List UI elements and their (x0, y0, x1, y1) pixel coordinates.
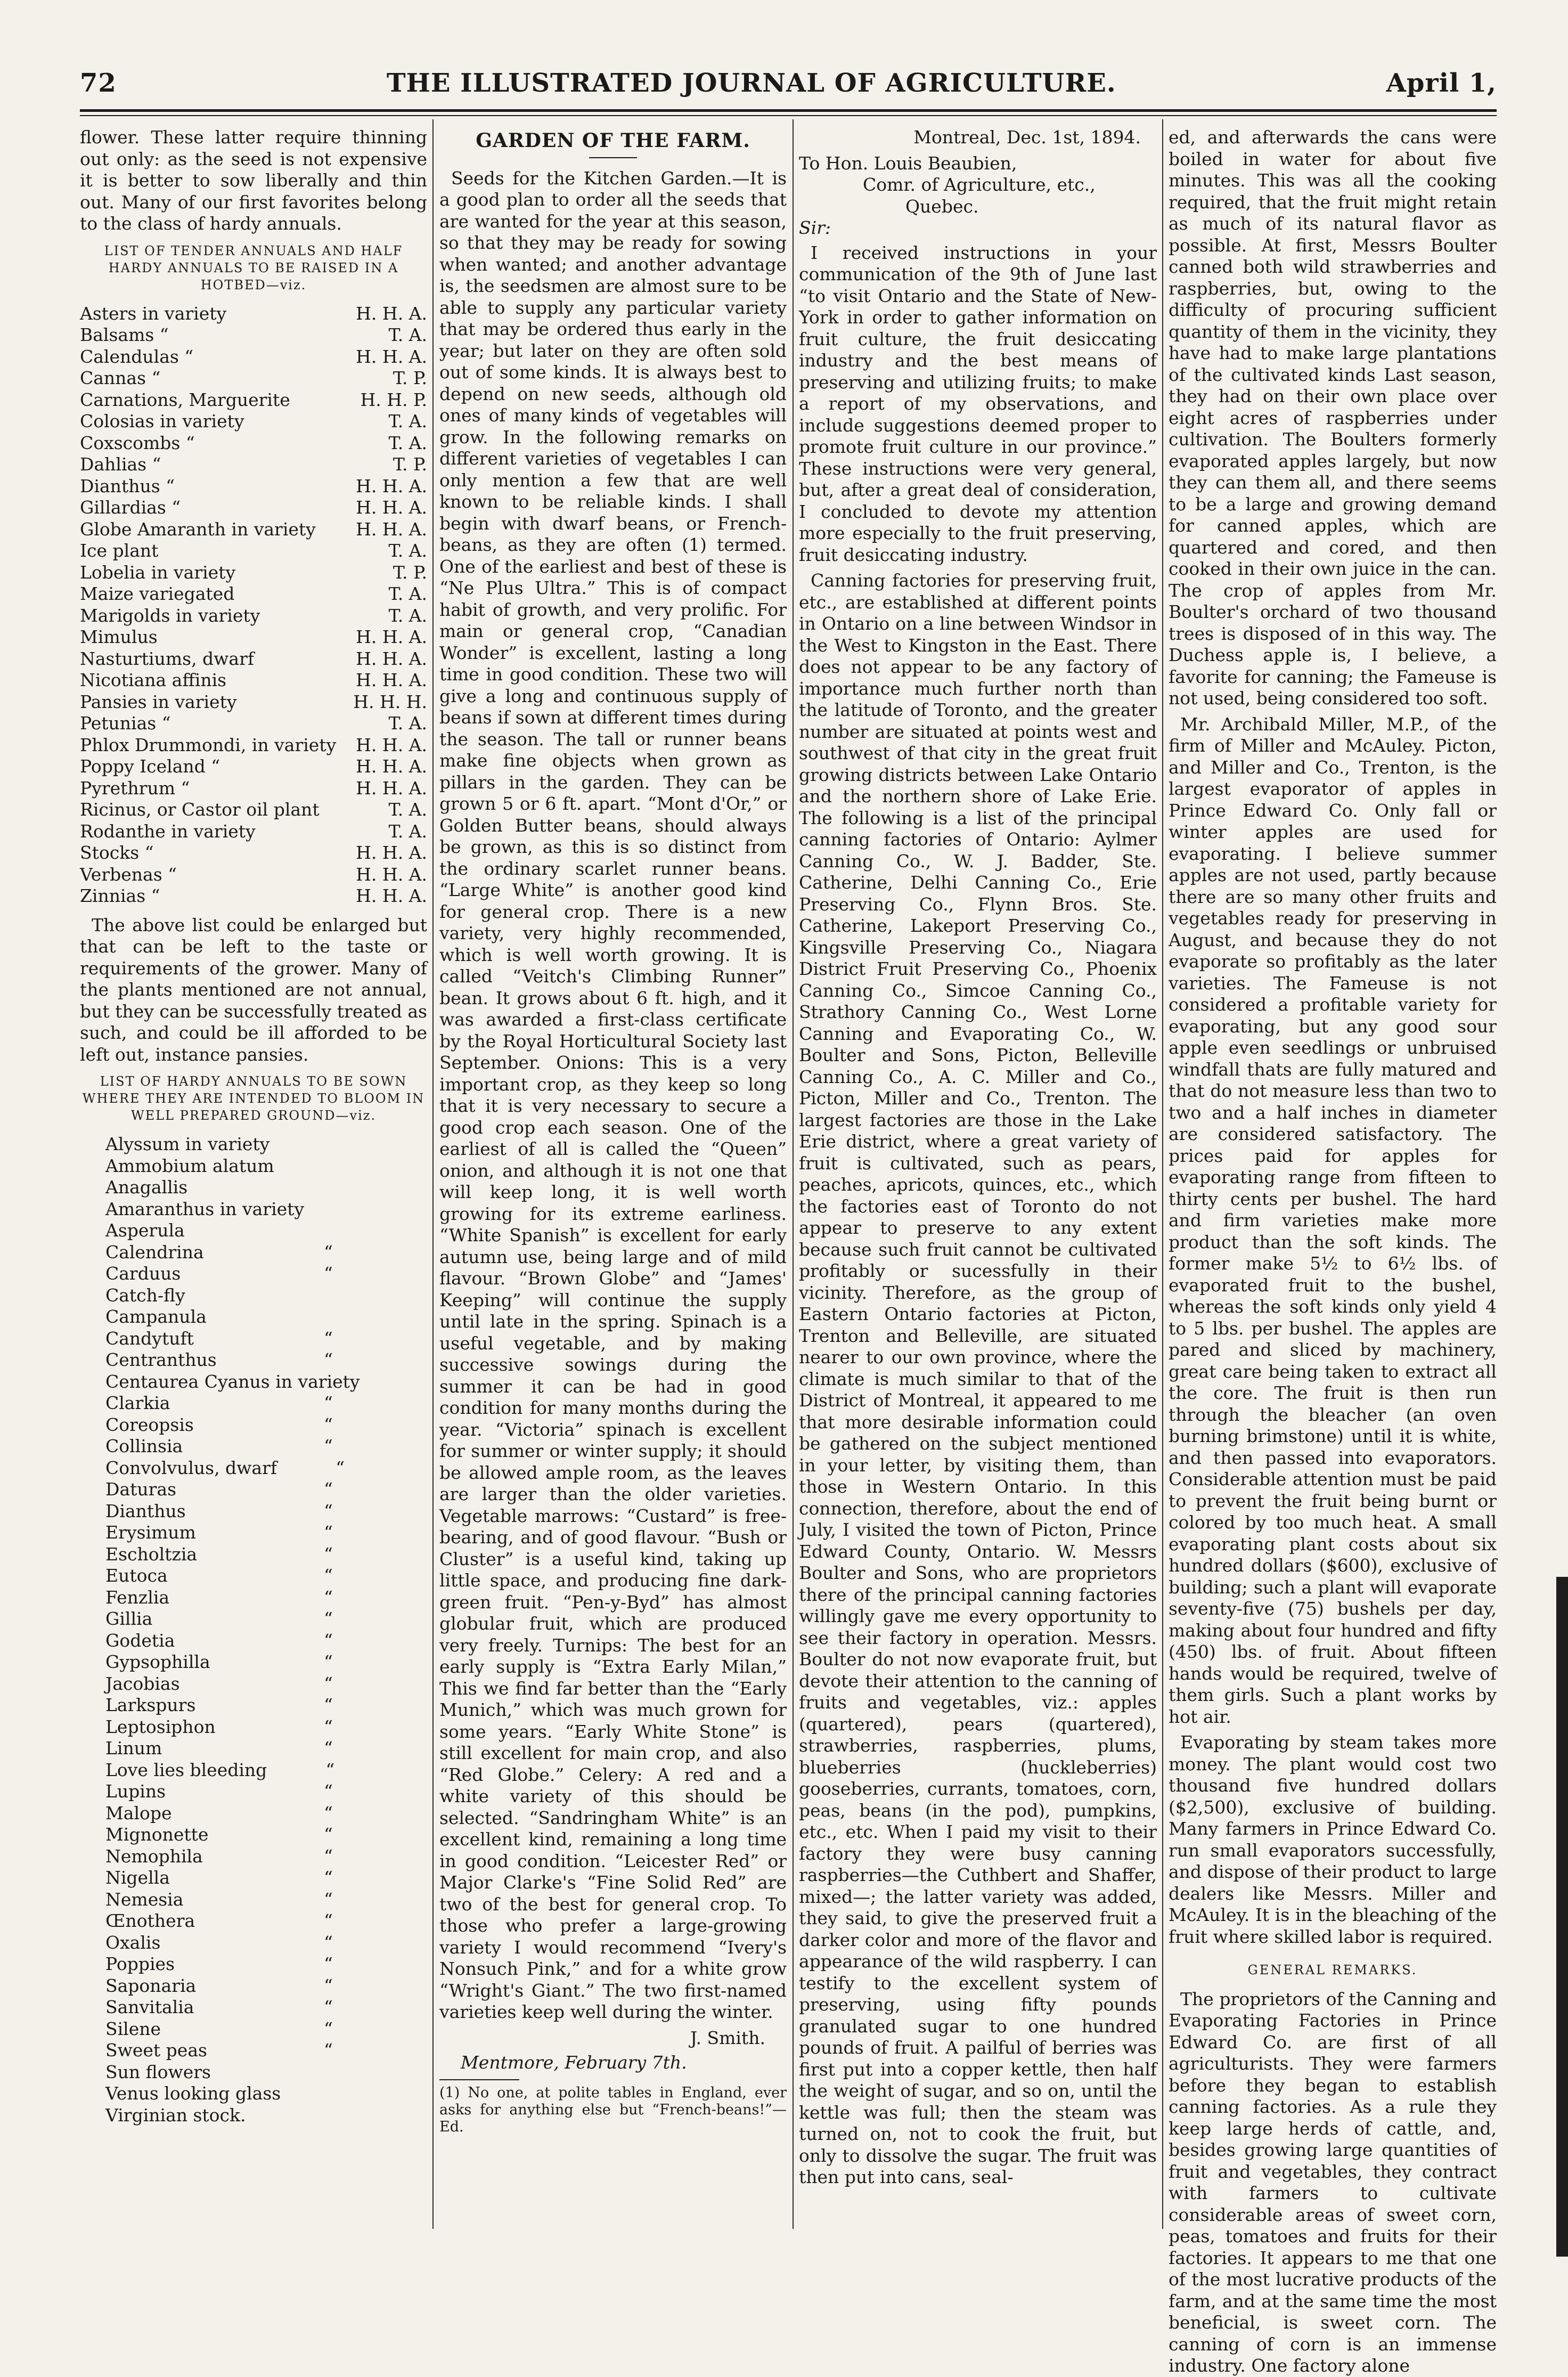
hardy-annual-item (105, 2062, 427, 2083)
plant-name: Colosias in variety (80, 411, 244, 432)
tender-annual-row (80, 605, 427, 627)
ditto-mark: “ (324, 1932, 333, 1953)
letter-salutation: Sir: (799, 217, 831, 238)
hardy-annual-item (105, 1371, 427, 1393)
ditto-mark: “ (324, 1414, 333, 1435)
hardy-annual-item (105, 1695, 427, 1716)
hardy-annual-item (105, 1544, 427, 1566)
plant-name: Nigella (105, 1867, 170, 1888)
column-divider-3 (1162, 119, 1163, 2229)
plant-name: Fenzlia (105, 1586, 170, 1608)
plant-name: Jacobias (105, 1673, 180, 1694)
plant-code: H. H. P. (360, 389, 427, 410)
report-paragraph-4: The proprietors of the Canning and Evaporating Factories in Prince Edward Co. are first of all agriculturists. They were farmers before they began to establish canning factories. As a rule they keep large herds of cattle, and, besides growing large quantities of fruit and vegetables, they contract with farmers to cultivate considerable areas of sweet corn, peas, tomatoes and fruits for their factories. It appears to me that one of the most lucrative products of the farm, and at the same time the most beneficial, is sweet corn. The canning of corn is an immense industry. One factory alone (1169, 1988, 1497, 2376)
plant-name: Calendrina (105, 1241, 204, 1263)
hardy-annual-item (105, 1328, 427, 1350)
plant-name: Ammobium alatum (105, 1155, 274, 1176)
hardy-annual-item (105, 1414, 427, 1436)
letter-paragraph-2: Canning factories for preserving fruit, etc., are established at different points in Ontario on a line between Windsor in the West to Kingston in the East. There does not appear to be any factory of importance much further north than the latitude of Toronto, and the greater number are situated at points west and southwest of that city in the great fruit growing districts between Lake Ontario and the northern shore of Lake Erie. The following is a list of the principal canning factories of Ontario: Aylmer Canning Co., W. J. Badder, Ste. Catherine, Delhi Canning Co., Erie Preserving Co., Flynn Bros. Ste. Catherine, Lakeport Preserving Co., Kingsville Preserving Co., Niagara District Fruit Preserving Co., Phoenix Canning Co., Simcoe Canning Co., Strathory Canning Co., West Lorne Canning and Evaporating Co., W. Boulter and Sons, Picton, Belleville Canning Co., A. C. Miller and Co., Picton, Miller and Co., Trenton. The largest factories are those in the Lake Erie district, where a great variety of fruit is cultivated, such as pears, peaches, apricots, quinces, etc., which the factories east of Toronto do not appear to preserve to any extent because such fruit cannot be cultivated profitably or sucessfully in their vicinity. Therefore, as the group of Eastern Ontario factories at Picton, Trenton and Belleville, are situated nearer to our own province, where the climate is much similar to that of the District of Montreal, it appeared to me that more desirable information could be gathered on the subject mentioned in your letter, by visiting them, than those in Western Ontario. In this connection, therefore, about the end of July, I visited the town of Picton, Prince Edward County, Ontario. W. Messrs Boulter and Sons, who are proprietors there of the principal canning factories willingly gave me every opportunity to see their factory in operation. Messrs. Boulter do not now evaporate fruit, but devote their attention to the canning of fruits and vegetables, viz.: apples (quartered), pears (quartered), strawberries, raspberries, plums, blueberries (huckleberries) gooseberries, currants, tomatoes, corn, peas, beans (in the pod), pumpkins, etc., etc. When I paid my visit to their factory they were busy canning raspberries—the Cuthbert and Shaffer, mixed—; the latter variety was added, they said, to give the preserved fruit a darker color and more of the flavor and appearance of the wild raspberry. I can testify to the excellent system of preserving, using fifty pounds granulated sugar to one hundred pounds of fruit. A pailful of berries was first put into a copper kettle, then half the weight of sugar, and so on, until the kettle was full; then the steam was turned on, not to cook the fruit, but only to dissolve the sugar. The fruit was then put into cans, seal- (799, 570, 1157, 2187)
scan-edge-shadow (1556, 1577, 1568, 2257)
ditto-mark: “ (324, 1888, 333, 1910)
plant-name: Daturas (105, 1479, 177, 1500)
hardy-annual-item (105, 1910, 427, 1932)
tender-annual-row (80, 756, 427, 778)
hardy-annual-item (105, 1608, 427, 1630)
hardy-annual-item (105, 1393, 427, 1414)
garden-section-title: GARDEN OF THE FARM. (476, 129, 750, 152)
plant-name: Asters in variety (80, 303, 227, 324)
hardy-annual-item (105, 1630, 427, 1652)
tender-annual-row (80, 368, 427, 389)
letter-recipient: To Hon. Louis Beaubien, (799, 152, 1017, 174)
plant-code: T. A. (388, 583, 427, 604)
plant-code: T. P. (393, 561, 427, 583)
plant-name: Amaranthus in variety (105, 1198, 305, 1219)
plant-name: Cannas “ (80, 368, 161, 388)
plant-code: H. H. A. (356, 518, 427, 540)
ditto-mark: “ (324, 1997, 333, 2017)
recipient-place: Quebec. (905, 196, 979, 217)
recipient-title: Comr. of Agriculture, etc., (863, 174, 1096, 195)
plant-name: Virginian stock. (105, 2104, 246, 2126)
plant-name: Stocks “ (80, 842, 154, 863)
plant-name: Zinnias “ (80, 885, 160, 906)
plant-code: H. H. A. (356, 303, 427, 324)
report-paragraph-3: Evaporating by steam takes more money. The plant would cost two thousand five hundred dollars ($2,500), exclusive of building. Many farmers in Prince Edward Co. run small evaporators successfully, and dispose of their product to large dealers like Messrs. Miller and McAuley. It is in the bleaching of the fruit where skilled labor is required. (1169, 1732, 1497, 1947)
article-place-date: Mentmore, February 7th. (461, 2052, 687, 2073)
tender-annuals-heading: LIST OF TENDER ANNUALS AND HALF HARDY ANNUALS TO BE RAISED IN A HOTBED—viz. (104, 243, 403, 292)
plant-code: H. H. A. (356, 648, 427, 669)
column-2 (439, 127, 787, 2242)
plant-code: T. A. (388, 432, 427, 453)
plant-name: Gypsophilla (105, 1651, 210, 1672)
ditto-mark: “ (324, 2018, 333, 2039)
plant-name: Poppy Iceland “ (80, 756, 220, 777)
title-rule (589, 157, 637, 158)
letter-heading (799, 127, 1157, 239)
plant-code: H. H. A. (356, 475, 427, 496)
hardy-annual-item (105, 1846, 427, 1868)
plant-name: Dianthus “ (80, 475, 175, 496)
plant-code: H. H. A. (356, 756, 427, 777)
report-paragraph-2: Mr. Archibald Miller, M.P., of the firm of Miller and McAuley. Picton, and Miller and Co., Trenton, is the largest evaporator of apples in Prince Edward Co. Only fall or winter apples are used for evaporating. I believe summer apples are not used, partly because there are so many other fruits and vegetables ready for preserving in August, and because they do not evaporate so profitably as the later varieties. The Fameuse is not considered a profitable variety for evaporating, but any good sour apple even seedlings or unbruised windfall thats are fully matured and that do not measure less than two to two and a half inches in diameter are considered satisfactory. The prices paid for apples for evaporating range from fifteen to thirty cents per bushel. The hard and firm varieties make more product than the soft kinds. The former make 5½ to 6½ lbs. of evaporated fruit to the bushel, whereas the soft kinds only yield 4 to 5 lbs. per bushel. The apples are pared and sliced by machinery, great care being taken to extract all the core. The fruit is then run through the bleacher (an oven burning brimstone) until it is white, and then passed into evaporators. Considerable attention must be paid to prevent the fruit being burnt or colored by too much heat. A small evaporating plant costs about six hundred dollars ($600), exclusive of building; such a plant will evaporate seventy-five (75) bushels per day, making about four hundred and fifty (450) lbs. of fruit. About fifteen hands would be required, twelve of them girls. Such a plant works by hot air. (1169, 713, 1497, 1727)
plant-name: Ricinus, or Castor oil plant (80, 799, 320, 820)
hardy-annual-item (105, 1803, 427, 1825)
hardy-annual-item (105, 1220, 427, 1242)
hardy-annual-item (105, 1824, 427, 1846)
plant-name: Dahlias “ (80, 454, 161, 475)
hardy-annual-item (105, 1155, 427, 1177)
plant-name: Marigolds in variety (80, 605, 260, 626)
ditto-mark: “ (324, 1867, 333, 1888)
plant-name: Oxalis (105, 1932, 161, 1953)
hardy-annual-item (105, 2105, 427, 2127)
hardy-annual-item (105, 1953, 427, 1975)
hardy-annual-item (105, 1889, 427, 1911)
hardy-annual-item (105, 1263, 427, 1285)
hardy-annual-item (105, 2040, 427, 2062)
tender-annual-row (80, 885, 427, 907)
plant-name: Nasturtiums, dwarf (80, 648, 255, 669)
hardy-annual-item (105, 1285, 427, 1307)
plant-code: H. H. A. (356, 497, 427, 518)
plant-code: H. H. A. (356, 885, 427, 906)
tender-annual-row (80, 626, 427, 648)
hardy-annual-item (105, 1738, 427, 1760)
hardy-annual-item (105, 1479, 427, 1501)
hardy-annual-item (105, 2018, 427, 2040)
ditto-mark: “ (324, 1781, 333, 1802)
ditto-mark: “ (324, 1673, 333, 1694)
plant-code: H. H. A. (356, 626, 427, 647)
plant-name: Petunias “ (80, 713, 171, 734)
plant-name: Ice plant (80, 540, 159, 561)
plant-code: H. H. A. (356, 864, 427, 885)
tender-annual-row (80, 713, 427, 735)
article-signature: J. Smith. (690, 2027, 765, 2048)
plant-name: Lobelia in variety (80, 561, 236, 583)
ditto-mark: “ (324, 1349, 333, 1370)
tender-annual-row (80, 648, 427, 670)
ditto-mark: “ (324, 1500, 333, 1521)
plant-name: Centranthus (105, 1349, 217, 1370)
plant-code: T. A. (388, 324, 427, 345)
page-number: 72 (80, 68, 117, 98)
plant-code: T. A. (388, 605, 427, 626)
plant-name: Dianthus (105, 1500, 186, 1521)
plant-code: T. P. (393, 454, 427, 475)
hardy-annual-item (105, 1673, 427, 1695)
ditto-mark: “ (325, 1759, 335, 1780)
column-1 (80, 127, 427, 2242)
plant-name: Pansies in variety (80, 691, 237, 712)
plant-code: T. A. (388, 713, 427, 734)
hardy-annual-item (105, 1781, 427, 1803)
plant-name: Verbenas “ (80, 864, 177, 885)
ditto-mark: “ (324, 1393, 333, 1413)
plant-name: Coxscombs “ (80, 432, 195, 453)
tender-annual-row (80, 454, 427, 476)
col1-after-list: The above list could be enlarged but that can be left to the taste or requirements of the grower. Many of the plants mentioned are not annual, but they can be successfully treated as such, and could be ill afforded to be left out, instance pansies. (80, 914, 427, 1065)
ditto-mark: “ (324, 1241, 333, 1263)
ditto-mark: “ (324, 1716, 333, 1737)
hardy-annual-item (105, 1501, 427, 1523)
tender-annual-row (80, 821, 427, 843)
ditto-mark: “ (324, 1824, 333, 1845)
tender-annual-row (80, 540, 427, 562)
ditto-mark: “ (324, 1695, 333, 1715)
plant-name: Alyssum in variety (105, 1134, 270, 1154)
ditto-mark: “ (324, 1845, 333, 1867)
plant-name: Asperula (105, 1220, 185, 1241)
journal-title: THE ILLUSTRATED JOURNAL OF AGRICULTURE. (386, 68, 1116, 98)
tender-annual-row (80, 691, 427, 713)
plant-name: Balsams “ (80, 324, 169, 345)
ditto-mark: “ (324, 1802, 333, 1824)
tender-annual-row (80, 735, 427, 756)
ditto-mark: “ (324, 1975, 333, 1996)
plant-code: T. A. (388, 820, 427, 842)
hardy-annuals-list (105, 1134, 427, 2126)
plant-code: H. H. A. (356, 670, 427, 690)
hardy-annual-item (105, 1975, 427, 1997)
plant-code: T. A. (388, 799, 427, 820)
plant-name: Coreopsis (105, 1414, 194, 1435)
hardy-annual-item (105, 1760, 427, 1781)
plant-name: Calendulas “ (80, 346, 194, 367)
plant-code: H. H. A. (356, 734, 427, 755)
hardy-annual-item (105, 1997, 427, 2018)
hardy-annuals-heading: LIST OF HARDY ANNUALS TO BE SOWN WHERE THEY ARE INTENDED TO BLOOM IN WELL PREPARED GROUND—viz. (82, 1074, 425, 1123)
plant-name: Centaurea Cyanus in variety (105, 1371, 360, 1392)
plant-code: H. H. A. (356, 777, 427, 799)
plant-name: Anagallis (105, 1177, 188, 1198)
ditto-mark: “ (324, 1328, 333, 1349)
plant-name: Maize variegated (80, 583, 235, 604)
plant-name: Carnations, Marguerite (80, 389, 290, 410)
plant-name: Nemophila (105, 1845, 203, 1867)
footnote-rule (439, 2079, 519, 2080)
plant-name: Venus looking glass (105, 2083, 281, 2104)
tender-annuals-table (80, 303, 427, 907)
ditto-mark: “ (324, 1522, 333, 1543)
plant-code: T. A. (388, 411, 427, 432)
plant-name: Sun flowers (105, 2061, 211, 2082)
ditto-mark: “ (324, 1738, 333, 1759)
general-remarks-heading: GENERAL REMARKS. (1247, 1963, 1418, 1977)
plant-name: Phlox Drummondi, in variety (80, 734, 337, 755)
plant-name: Larkspurs (105, 1695, 196, 1715)
hardy-annual-item (105, 1932, 427, 1954)
tender-annual-row (80, 324, 427, 346)
tender-annual-row (80, 864, 427, 886)
hardy-annual-item (105, 1436, 427, 1458)
ditto-mark: “ (324, 1586, 333, 1608)
hardy-annual-item (105, 1867, 427, 1889)
plant-name: Mignonette (105, 1824, 209, 1845)
tender-annual-row (80, 842, 427, 864)
plant-name: Nicotiana affinis (80, 670, 227, 690)
plant-name: Pyrethrum “ (80, 777, 190, 799)
ditto-mark: “ (324, 2040, 333, 2061)
plant-name: Malope (105, 1802, 172, 1824)
plant-name: Convolvulus, dwarf (105, 1457, 277, 1478)
ditto-mark: “ (324, 1543, 333, 1565)
tender-annual-row (80, 799, 427, 821)
ditto-mark: “ (324, 1910, 333, 1931)
plant-name: Godetia (105, 1630, 175, 1651)
column-4 (1169, 127, 1497, 2376)
plant-code: T. A. (388, 540, 427, 561)
plant-name: Sweet peas (105, 2040, 207, 2061)
tender-annual-row (80, 346, 427, 368)
plant-name: Love lies bleeding (105, 1759, 267, 1780)
tender-annual-row (80, 411, 427, 433)
tender-annual-row (80, 562, 427, 584)
plant-name: Saponaria (105, 1975, 197, 1996)
plant-name: Campanula (105, 1306, 207, 1327)
plant-name: Rodanthe in variety (80, 820, 256, 842)
hardy-annual-item (105, 1199, 427, 1220)
plant-name: Leptosiphon (105, 1716, 216, 1737)
ditto-mark: “ (324, 1565, 333, 1586)
plant-code: T. P. (393, 368, 427, 388)
plant-name: Collinsia (105, 1436, 183, 1456)
footnote: (1) No one, at polite tables in England, ever asks for anything else but “French-beans!”—Ed. (439, 2084, 787, 2135)
tender-annual-row (80, 583, 427, 605)
plant-name: Gillardias “ (80, 497, 181, 518)
column-divider-2 (793, 119, 794, 2229)
plant-name: Œnothera (105, 1910, 195, 1931)
tender-annual-row (80, 476, 427, 498)
ditto-mark: “ (324, 1953, 333, 1974)
garden-article-text: Seeds for the Kitchen Garden.—It is a good plan to order all the seeds that are wanted for the year at this season, so that they may be ready for sowing when wanted; and another advantage is, the seedsmen are almost sure to be able to supply any particular variety that may be ordered thus early in the year; but later on they are often sold out of some kinds. It is always best to depend on new seeds, although old ones of many kinds of vegetables will grow. In the following remarks on different varieties of vegetables I can only mention a few that are well known to be reliable kinds. I shall begin with dwarf beans, or French-beans, as they are often (1) termed. One of the earliest and best of these is “Ne Plus Ultra.” This is of compact habit of growth, and very prolific. For main or general crop, “Canadian Wonder” is excellent, lasting a long time in good condition. These two will give a long and continuous supply of beans if sown at different times during the season. The tall or runner beans make fine objects when grown as pillars in the garden. They can be grown 5 or 6 ft. apart. “Mont d'Or,” or Golden Butter beans, should always be grown, as this is so distinct from the ordinary scarlet runner beans. “Large White” is another good kind for general crop. There is a new variety, very highly recommended, which is well worth growing. It is called “Veitch's Climbing Runner” bean. It grows about 6 ft. high, and it was awarded a first-class certificate by the Royal Horticultural Society last September. Onions: This is a very important crop, as they keep so long that it is very necessary to secure a good crop each season. One of the earliest of all is called the “Queen” onion, and although it is not one that will keep long, it is well worth growing for its extreme earliness. “White Spanish” is excellent for early autumn use, being large and of mild flavour. “Brown Globe” and “James' Keeping” will continue the supply until late in the spring. Spinach is a useful vegetable, and by making successive sowings during the summer it can be had in good condition for many months during the year. “Victoria” spinach is excellent for summer or winter supply; it should be allowed ample room, as the leaves are larger than the older varieties. Vegetable marrows: “Custard” is free-bearing, and of good flavour. “Bush or Cluster” is a useful kind, taking up little space, and producing fine dark-green fruit. “Pen-y-Byd” has almost globular fruit, which are produced very freely. Turnips: The best for an early supply is “Extra Early Milan,” This we find far better than the “Early Munich,” which was much grown for some years. “Early White Stone” is still excellent for main crop, and also “Red Globe.” Celery: A red and a white variety of this should be selected. “Sandringham White” is an excellent kind, remaining a long time in good condition. “Leicester Red” or Major Clarke's “Fine Solid Red” are two of the best for general crop. To those who prefer a large-growing variety I would recommend “Ivery's Nonsuch Pink,” and for a white grow “Wright's Giant.” The two first-named varieties keep well during the winter. (439, 167, 787, 2022)
letter-paragraph-1: I received instructions in your communication of the 9th of June last “to visit Ontario and the State of New-York in order to gather information on fruit culture, the fruit desiccating industry and the best means of preserving and utilizing fruits; to make a report of my observations, and include suggestions deemed proper to promote fruit culture in our province.” These instructions were very general, but, after a great deal of consideration, I concluded to devote my attention more especially to the fruit preserving, fruit desiccating industry. (799, 242, 1157, 565)
ditto-mark: “ (324, 1608, 333, 1629)
plant-name: Nemesia (105, 1888, 184, 1910)
tender-annual-row (80, 519, 427, 541)
plant-name: Sanvitalia (105, 1997, 194, 2017)
plant-name: Escholtzia (105, 1543, 198, 1565)
hardy-annual-item (105, 1587, 427, 1609)
plant-name: Catch-fly (105, 1284, 185, 1306)
tender-annual-row (80, 670, 427, 691)
hardy-annual-item (105, 2083, 427, 2105)
plant-code: H. H. H. (353, 691, 427, 712)
tender-annual-row (80, 497, 427, 519)
plant-name: Clarkia (105, 1393, 170, 1413)
hardy-annual-item (105, 1716, 427, 1738)
page-header (80, 68, 1497, 111)
hardy-annual-item (105, 1565, 427, 1587)
plant-name: Lupins (105, 1781, 166, 1802)
hardy-annual-item (105, 1522, 427, 1544)
ditto-mark: “ (324, 1436, 333, 1456)
plant-name: Silene (105, 2018, 161, 2039)
ditto-mark: “ (336, 1457, 345, 1478)
plant-name: Globe Amaranth in variety (80, 518, 316, 540)
plant-name: Eutoca (105, 1565, 168, 1586)
tender-annual-row (80, 778, 427, 800)
ditto-mark: “ (324, 1479, 333, 1500)
hardy-annual-item (105, 1242, 427, 1264)
plant-code: H. H. A. (356, 346, 427, 367)
plant-name: Gillia (105, 1608, 153, 1629)
header-rule-thick (80, 109, 1497, 112)
ditto-mark: “ (324, 1630, 333, 1651)
plant-name: Poppies (105, 1953, 175, 1974)
plant-name: Mimulus (80, 626, 158, 647)
hardy-annual-item (105, 1458, 427, 1479)
plant-name: Carduus (105, 1263, 181, 1284)
ditto-mark: “ (324, 1651, 333, 1672)
issue-date: April 1, (1386, 68, 1497, 98)
hardy-annual-item (105, 1651, 427, 1673)
hardy-annual-item (105, 1134, 427, 1155)
plant-name: Candytuft (105, 1328, 194, 1349)
plant-name: Linum (105, 1738, 162, 1759)
column-divider-1 (432, 119, 434, 2229)
letter-date: Montreal, Dec. 1st, 1894. (913, 127, 1141, 148)
col1-intro: flower. These latter require thinning out only: as the seed is not expensive it is better to sow liberally and thin out. Many of our first favorites belong to the class of hardy annuals. (80, 127, 427, 234)
plant-name: Erysimum (105, 1522, 196, 1543)
report-paragraph-1: ed, and afterwards the cans were boiled in water for about five minutes. This was all the cooking required, that the fruit might retain as much of its natural flavor as possible. At first, Messrs Boulter canned both wild strawberries and raspberries, but, owing to the difficulty of procuring sufficient quantity of them in the vicinity, they have had to make large plantations of the cultivated kinds Last season, they had on their own place over eight acres of raspberries under cultivation. The Boulters formerly evaporated apples largely, but now they can them all, and there seems to be a large and growing demand for canned apples, which are quartered and cored, and then cooked in their own juice in the can. The crop of apples from Mr. Boulter's orchard of two thousand trees is disposed of in this way. The Duchess apple is, I believe, a favorite for canning; the Fameuse is not used, being considered too soft. (1169, 127, 1497, 709)
hardy-annual-item (105, 1177, 427, 1199)
ditto-mark: “ (324, 1263, 333, 1284)
plant-code: H. H. A. (356, 842, 427, 863)
hardy-annual-item (105, 1306, 427, 1328)
tender-annual-row (80, 303, 427, 325)
hardy-annual-item (105, 1349, 427, 1371)
header-rule-thin (80, 115, 1497, 116)
column-3 (799, 127, 1157, 2242)
tender-annual-row (80, 389, 427, 411)
tender-annual-row (80, 433, 427, 454)
